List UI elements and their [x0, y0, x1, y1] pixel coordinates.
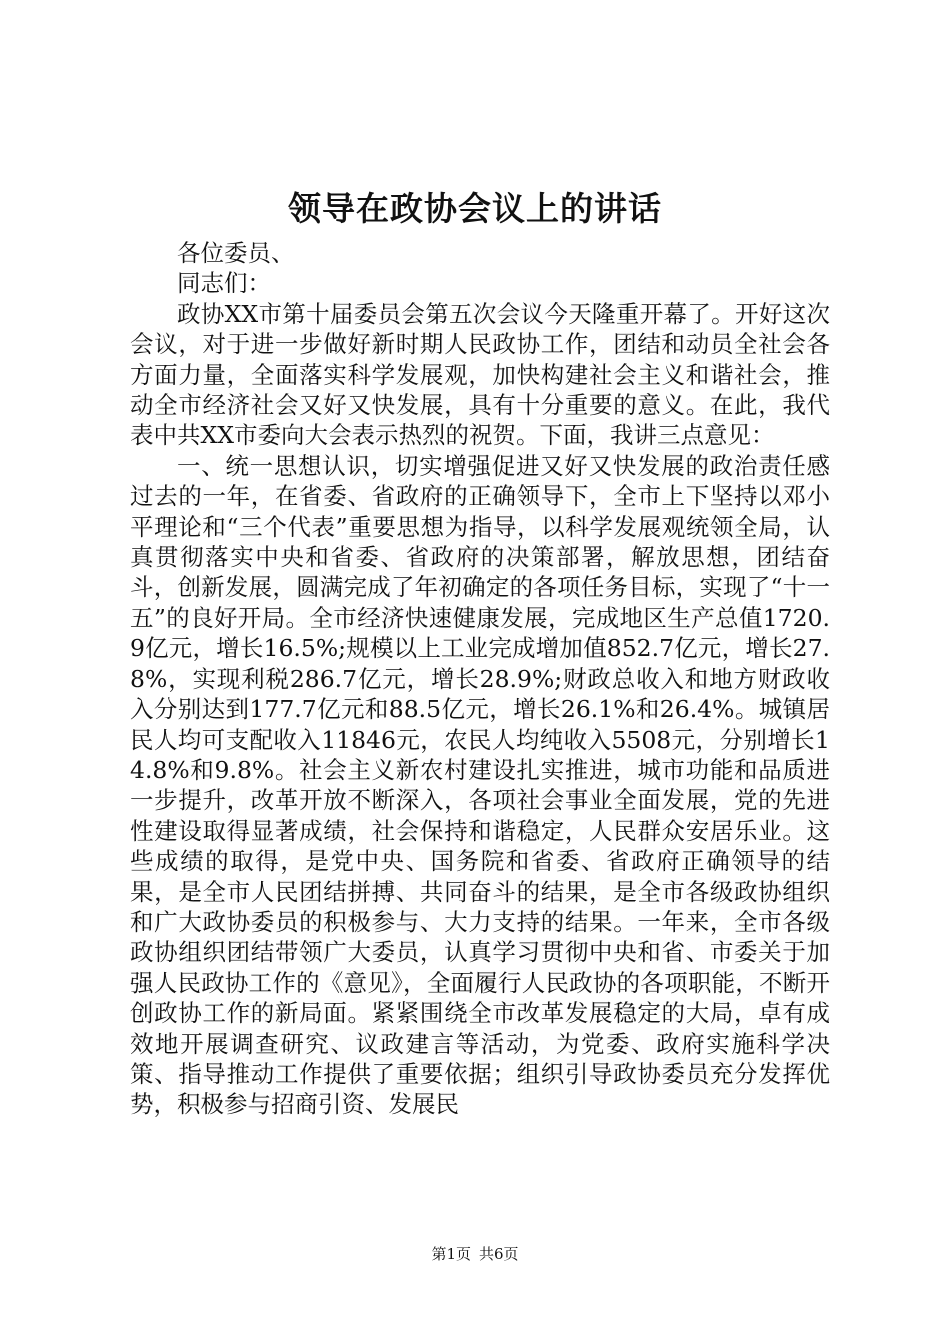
page-footer	[0, 1244, 950, 1264]
document-body	[130, 238, 830, 1120]
body-paragraph: 一、统一思想认识，切实增强促进又好又快发展的政治责任感过去的一年，在省委、省政府的正确领导下，全市上下坚持以邓小平理论和“三个代表”重要思想为指导，以科学发展观统领全局，认真贯彻落实中央和省委、省政府的决策部署，解放思想，团结奋斗，创新发展，圆满完成了年初确定的各项任务目标，实现了“十一五”的良好开局。全市经济快速健康发展，完成地区生产总值1720.9亿元，增长16.5%;规模以上工业完成增加值852.7亿元，增长27.8%，实现利税286.7亿元，增长28.9%;财政总收入和地方财政收入分别达到177.7亿元和88.5亿元，增长26.1%和26.4%。城镇居民人均可支配收入11846元，农民人均纯收入5508元，分别增长14.8%和9.8%。社会主义新农村建设扎实推进，城市功能和品质进一步提升，改革开放不断深入，各项社会事业全面发展，党的先进性建设取得显著成绩，社会保持和谐稳定，人民群众安居乐业。这些成绩的取得，是党中央、国务院和省委、省政府正确领导的结果，是全市人民团结拼搏、共同奋斗的结果，是全市各级政协组织和广大政协委员的积极参与、大力支持的结果。一年来，全市各级政协组织团结带领广大委员，认真学习贯彻中央和省、市委关于加强人民政协工作的《意见》，全面履行人民政协的各项职能，不断开创政协工作的新局面。紧紧围绕全市改革发展稳定的大局，卓有成效地开展调查研究、议政建言等活动，为党委、政府实施科学决策、指导推动工作提供了重要依据；组织引导政协委员充分发挥优势，积极参与招商引资、发展民	[130, 451, 830, 1119]
page-number: 第1页	[431, 1245, 471, 1263]
salutation-line: 各位委员、	[177, 239, 295, 267]
body-paragraph: 政协XX市第十届委员会第五次会议今天隆重开幕了。开好这次会议，对于进一步做好新时期人民政协工作，团结和动员全社会各方面力量，全面落实科学发展观，加快构建社会主义和谐社会，推动全市经济社会又好又快发展，具有十分重要的意义。在此，我代表中共XX市委向大会表示热烈的祝贺。下面，我讲三点意见：	[130, 299, 830, 450]
document-title: 领导在政协会议上的讲话	[288, 189, 662, 228]
salutation-line: 同志们：	[177, 269, 271, 298]
page-total: 共6页	[479, 1245, 519, 1263]
